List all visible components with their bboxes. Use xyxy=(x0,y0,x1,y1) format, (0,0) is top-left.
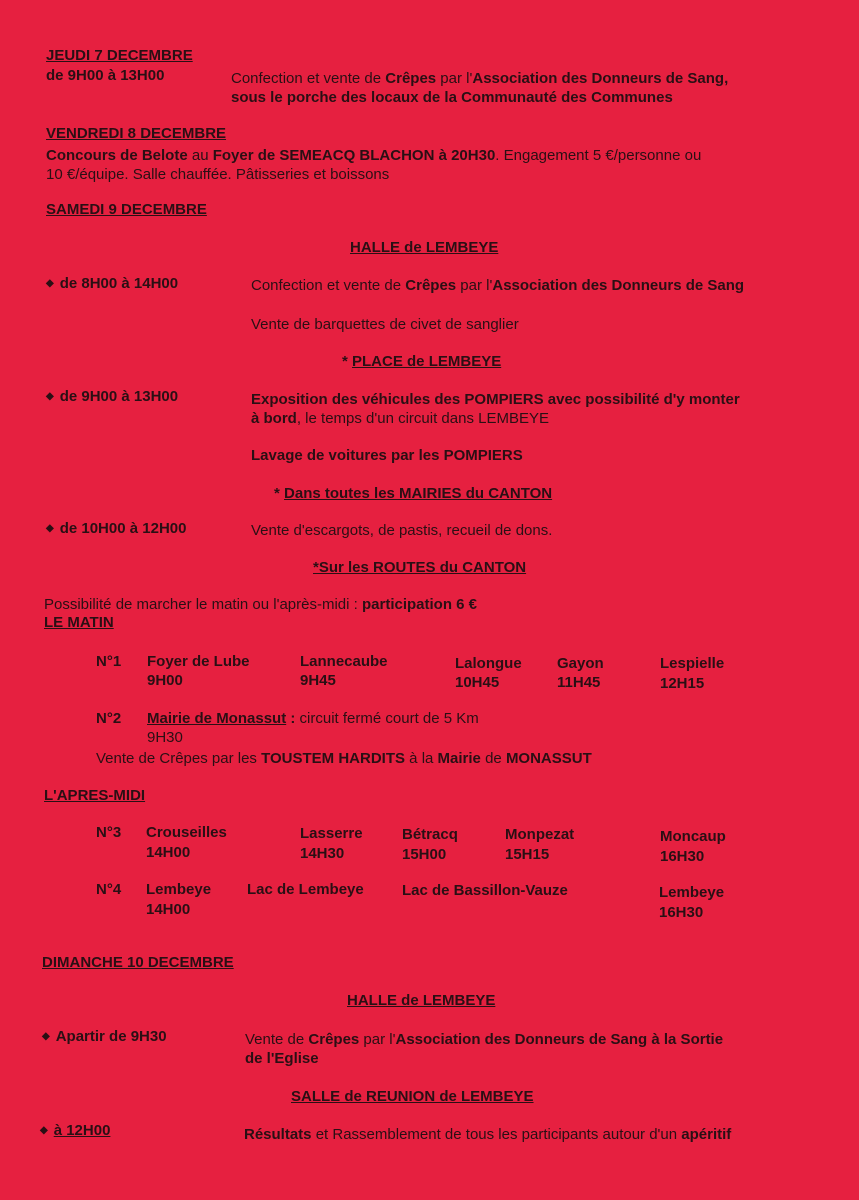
samedi-mairies-title: * Dans toutes les MAIRIES du CANTON xyxy=(274,485,553,502)
circuit-3-time-2: 14H30 xyxy=(300,845,345,862)
dimanche-halle-line2: de l'Eglise xyxy=(245,1050,319,1067)
samedi-halle-line1: Confection et vente de Crêpes par l'Association des Donneurs de Sang xyxy=(251,277,745,294)
circuit-3-time-5: 16H30 xyxy=(660,848,705,865)
circuit-1-number: N°1 xyxy=(96,653,122,670)
jeudi-line2: sous le porche des locaux de la Communauté des Communes xyxy=(231,89,673,106)
circuit-2-number: N°2 xyxy=(96,710,122,727)
circuit-4-end-time: 16H30 xyxy=(659,904,704,921)
samedi-routes-title: *Sur les ROUTES du CANTON xyxy=(313,559,527,576)
dimanche-heading: DIMANCHE 10 DECEMBRE xyxy=(42,954,234,971)
dimanche-salle-title: SALLE de REUNION de LEMBEYE xyxy=(291,1088,534,1105)
dimanche-halle-line1: Vente de Crêpes par l'Association des Donneurs de Sang à la Sortie xyxy=(245,1031,724,1048)
samedi-halle-title: HALLE de LEMBEYE xyxy=(350,239,499,256)
vendredi-line2: 10 €/équipe. Salle chauffée. Pâtisseries et boissons xyxy=(46,166,390,183)
circuit-1-stop-1: Foyer de Lube xyxy=(147,653,250,670)
circuit-4-start: Lembeye xyxy=(146,881,212,898)
circuit-3-stop-3: Bétracq xyxy=(402,826,458,843)
circuit-2-line: Mairie de Monassut : circuit fermé court de 5 Km xyxy=(147,710,479,727)
samedi-place-line1: Exposition des véhicules des POMPIERS avec possibilité d'y monter xyxy=(251,391,740,408)
circuit-3-time-3: 15H00 xyxy=(402,846,447,863)
circuit-1-stop-5: Lespielle xyxy=(660,655,725,672)
circuit-3-stop-4: Monpezat xyxy=(505,826,575,843)
circuit-1-time-4: 11H45 xyxy=(557,674,601,691)
vendredi-heading: VENDREDI 8 DECEMBRE xyxy=(46,125,227,142)
dimanche-halle-time: ◆ Apartir de 9H30 xyxy=(42,1028,167,1048)
circuit-4-end: Lembeye xyxy=(659,884,725,901)
circuit-3-time-4: 15H15 xyxy=(505,846,550,863)
samedi-halle-line2: Vente de barquettes de civet de sanglier xyxy=(251,316,519,333)
circuit-1-stop-2: Lannecaube xyxy=(300,653,388,670)
circuit-3-stop-2: Lasserre xyxy=(300,825,363,842)
dimanche-salle-time: ◆ à 12H00 xyxy=(40,1122,110,1142)
samedi-place-line3: Lavage de voitures par les POMPIERS xyxy=(251,447,523,464)
samedi-place-line2: à bord, le temps d'un circuit dans LEMBEYE xyxy=(251,410,549,427)
circuit-1-time-5: 12H15 xyxy=(660,675,705,692)
samedi-place-time: ◆ de 9H00 à 13H00 xyxy=(46,388,178,408)
circuit-4-via-2: Lac de Bassillon-Vauze xyxy=(402,882,568,899)
samedi-place-title: * PLACE de LEMBEYE xyxy=(342,353,502,370)
circuit-3-stop-1: Crouseilles xyxy=(146,824,227,841)
samedi-heading: SAMEDI 9 DECEMBRE xyxy=(46,201,207,218)
circuit-3-time-1: 14H00 xyxy=(146,844,191,861)
circuit-3-stop-5: Moncaup xyxy=(660,828,726,845)
circuit-1-stop-3: Lalongue xyxy=(455,655,522,672)
jeudi-heading: JEUDI 7 DECEMBRE xyxy=(46,47,193,64)
samedi-mairies-text: Vente d'escargots, de pastis, recueil de dons. xyxy=(251,522,553,539)
circuit-2-time: 9H30 xyxy=(147,729,183,746)
circuit-4-start-time: 14H00 xyxy=(146,901,191,918)
circuit-1-time-3: 10H45 xyxy=(455,674,500,691)
dimanche-salle-text: Résultats et Rassemblement de tous les participants autour d'un apéritif xyxy=(244,1126,732,1143)
circuit-1-time-1: 9H00 xyxy=(147,672,183,689)
circuit-1-stop-4: Gayon xyxy=(557,655,604,672)
samedi-mairies-time: ◆ de 10H00 à 12H00 xyxy=(46,520,186,540)
dimanche-halle-title: HALLE de LEMBEYE xyxy=(347,992,496,1009)
circuit-4-via-1: Lac de Lembeye xyxy=(247,881,364,898)
jeudi-line1: Confection et vente de Crêpes par l'Association des Donneurs de Sang, xyxy=(231,70,729,87)
vendredi-line1: Concours de Belote au Foyer de SEMEACQ BLACHON à 20H30. Engagement 5 €/personne ou xyxy=(46,147,702,164)
matin-label: LE MATIN xyxy=(44,614,114,631)
circuit-3-number: N°3 xyxy=(96,824,122,841)
circuit-2-vente: Vente de Crêpes par les TOUSTEM HARDITS à la Mairie de MONASSUT xyxy=(96,750,592,767)
apresmidi-label: L'APRES-MIDI xyxy=(44,787,146,804)
samedi-routes-intro: Possibilité de marcher le matin ou l'après-midi : participation 6 € xyxy=(44,596,478,613)
jeudi-time: de 9H00 à 13H00 xyxy=(46,67,165,84)
circuit-4-number: N°4 xyxy=(96,881,122,898)
samedi-halle-time: ◆ de 8H00 à 14H00 xyxy=(46,275,178,295)
circuit-1-time-2: 9H45 xyxy=(300,672,336,689)
